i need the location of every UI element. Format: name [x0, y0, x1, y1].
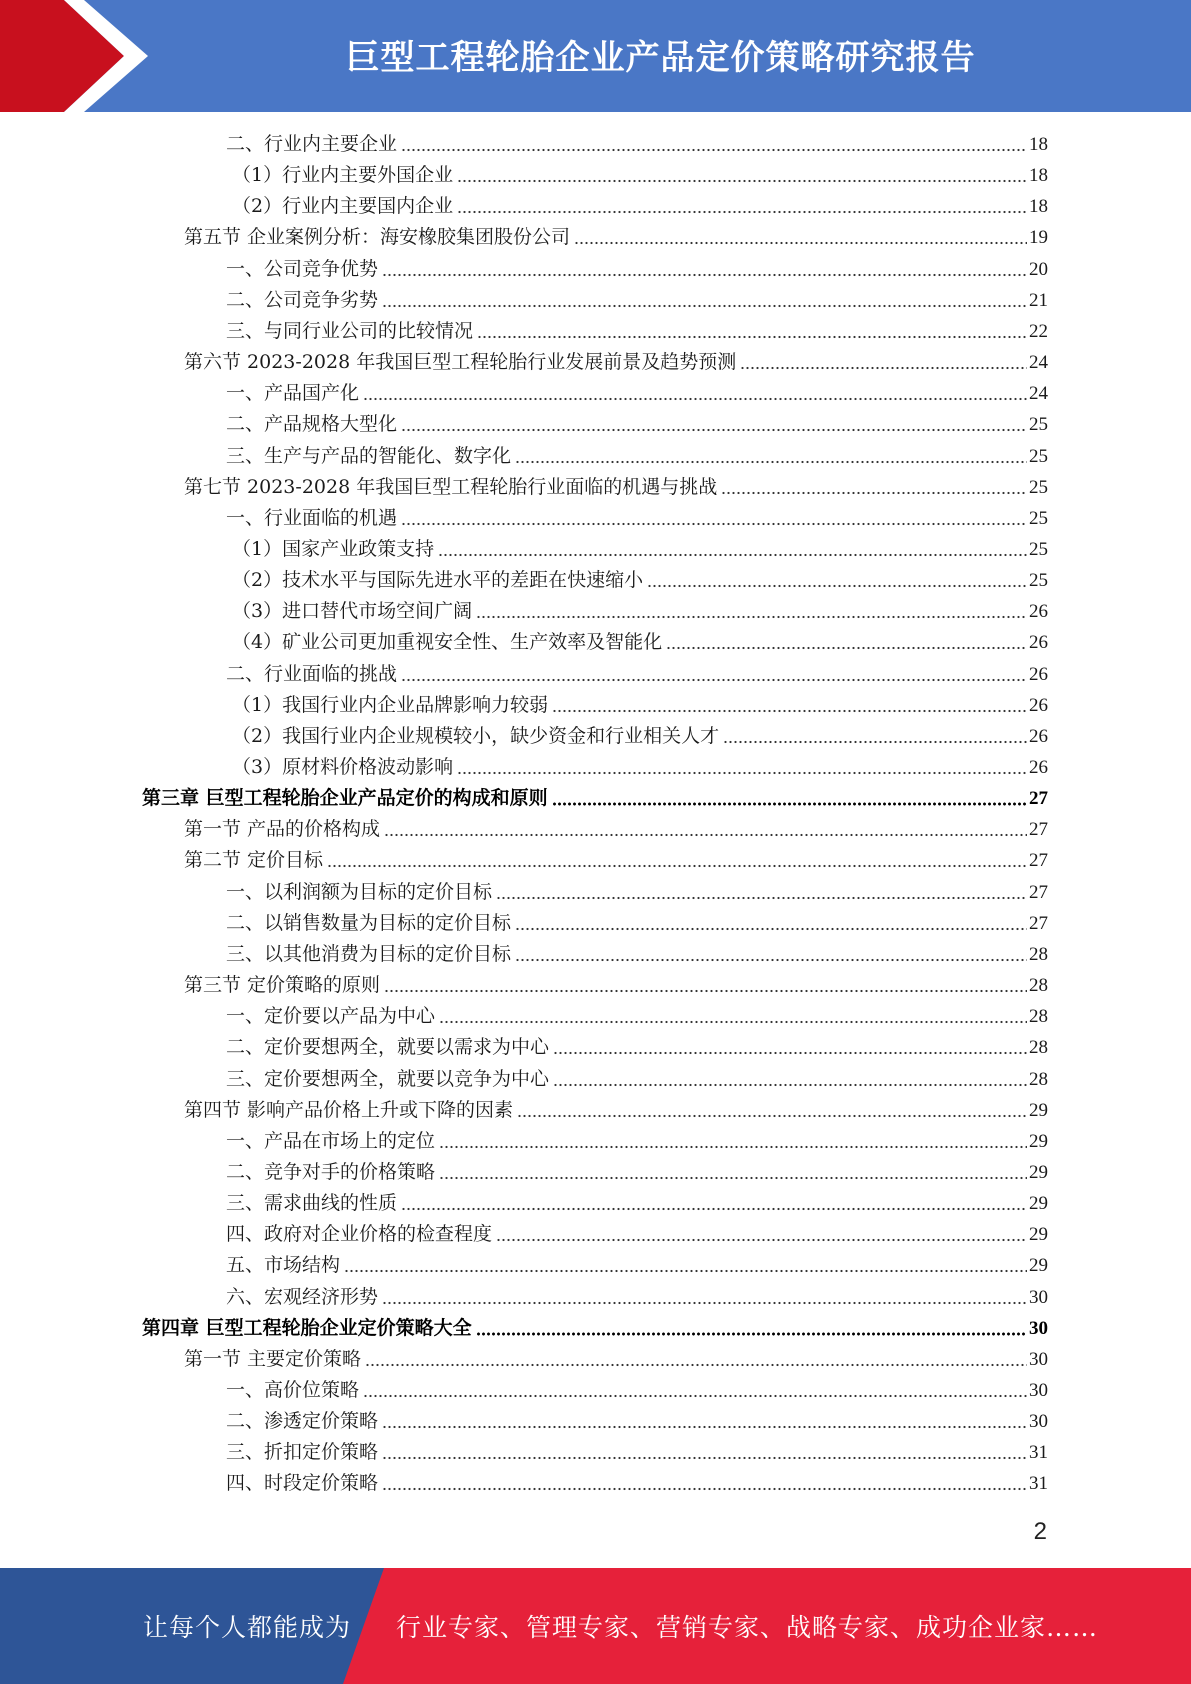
toc-entry-page: 30 — [1029, 1380, 1048, 1401]
toc-dot-leader — [382, 1487, 1027, 1491]
toc-entry[interactable] — [226, 1126, 1048, 1157]
toc-entry-title: 一、产品国产化 — [226, 382, 360, 404]
toc-entry-title: 一、高价位策略 — [226, 1379, 360, 1401]
toc-entry-title: 第四章 巨型工程轮胎企业定价策略大全 — [142, 1317, 472, 1339]
toc-entry[interactable] — [232, 752, 1048, 783]
toc-entry[interactable] — [226, 409, 1048, 440]
toc-entry[interactable] — [232, 191, 1048, 222]
toc-entry[interactable] — [226, 129, 1048, 160]
toc-entry-title: 二、产品规格大型化 — [226, 413, 398, 435]
toc-entry[interactable] — [232, 565, 1048, 596]
arrow-chevron-icon — [0, 0, 160, 112]
toc-dot-leader — [515, 460, 1027, 464]
toc-entry-title: 一、以利润额为目标的定价目标 — [226, 881, 493, 903]
toc-entry[interactable] — [232, 627, 1048, 658]
toc-entry-title: 一、产品在市场上的定位 — [226, 1130, 436, 1152]
toc-entry[interactable] — [142, 1313, 1048, 1344]
toc-entry-title: 三、以其他消费为目标的定价目标 — [226, 943, 512, 965]
toc-entry-page: 25 — [1029, 570, 1048, 591]
toc-entry-title: 第四节 影响产品价格上升或下降的因素 — [184, 1099, 514, 1121]
toc-entry-page: 25 — [1029, 414, 1048, 435]
footer-slogan-left: 让每个人都能成为 — [143, 1613, 352, 1642]
toc-dot-leader — [327, 864, 1027, 868]
toc-entry[interactable] — [226, 908, 1048, 939]
toc-entry-title: 三、与同行业公司的比较情况 — [226, 320, 474, 342]
toc-dot-leader — [363, 1394, 1027, 1398]
toc-dot-leader — [401, 1207, 1027, 1211]
toc-dot-leader — [382, 1425, 1027, 1429]
toc-entry-title: （1）国家产业政策支持 — [232, 538, 435, 560]
toc-dot-leader — [666, 646, 1027, 650]
toc-entry-page: 26 — [1029, 726, 1048, 747]
toc-entry-page: 30 — [1029, 1349, 1048, 1370]
toc-entry[interactable] — [226, 1437, 1048, 1468]
toc-dot-leader — [382, 1456, 1027, 1460]
toc-entry-page: 20 — [1029, 259, 1048, 280]
toc-entry[interactable] — [226, 939, 1048, 970]
toc-entry[interactable] — [226, 1250, 1048, 1281]
toc-entry[interactable] — [226, 254, 1048, 285]
toc-dot-leader — [647, 584, 1027, 588]
toc-entry[interactable] — [226, 1188, 1048, 1219]
toc-entry[interactable] — [184, 814, 1048, 845]
toc-entry-title: 第五节 企业案例分析：海安橡胶集团股份公司 — [184, 226, 571, 248]
toc-entry-page: 25 — [1029, 477, 1048, 498]
toc-dot-leader — [553, 1083, 1027, 1087]
toc-entry[interactable] — [226, 503, 1048, 534]
toc-dot-leader — [552, 709, 1027, 713]
toc-dot-leader — [401, 522, 1027, 526]
toc-entry-title: 三、定价要想两全，就要以竞争为中心 — [226, 1068, 550, 1090]
toc-dot-leader — [438, 553, 1027, 557]
toc-entry[interactable] — [226, 316, 1048, 347]
toc-dot-leader — [382, 273, 1027, 277]
toc-entry-title: 第三节 定价策略的原则 — [184, 974, 381, 996]
toc-dot-leader — [384, 989, 1027, 993]
toc-entry[interactable] — [184, 1095, 1048, 1126]
toc-entry-title: （3）原材料价格波动影响 — [232, 756, 454, 778]
toc-dot-leader — [517, 1114, 1027, 1118]
toc-entry-title: 四、时段定价策略 — [226, 1472, 379, 1494]
toc-entry[interactable] — [232, 690, 1048, 721]
toc-entry-title: 二、公司竞争劣势 — [226, 289, 379, 311]
toc-entry-page: 29 — [1029, 1100, 1048, 1121]
toc-entry-page: 18 — [1029, 134, 1048, 155]
toc-entry-title: 四、政府对企业价格的检查程度 — [226, 1223, 493, 1245]
toc-entry[interactable] — [226, 1468, 1048, 1499]
toc-entry-page: 27 — [1029, 913, 1048, 934]
toc-entry-title: 二、行业内主要企业 — [226, 133, 398, 155]
toc-entry-page: 31 — [1029, 1473, 1048, 1494]
toc-entry-page: 29 — [1029, 1193, 1048, 1214]
toc-dot-leader — [723, 740, 1027, 744]
report-title: 巨型工程轮胎企业产品定价策略研究报告 — [345, 37, 976, 78]
toc-dot-leader — [476, 1332, 1027, 1336]
toc-entry-page: 25 — [1029, 539, 1048, 560]
toc-entry[interactable] — [184, 845, 1048, 876]
toc-entry[interactable] — [184, 222, 1048, 253]
toc-dot-leader — [721, 491, 1027, 495]
toc-entry-title: 第一节 产品的价格构成 — [184, 818, 381, 840]
toc-entry[interactable] — [232, 534, 1048, 565]
toc-entry-title: 第二节 定价目标 — [184, 849, 324, 871]
toc-entry-page: 25 — [1029, 446, 1048, 467]
toc-entry-title: 二、定价要想两全，就要以需求为中心 — [226, 1036, 550, 1058]
toc-entry[interactable] — [226, 285, 1048, 316]
toc-entry[interactable] — [232, 596, 1048, 627]
toc-dot-leader — [384, 833, 1027, 837]
toc-entry-title: （1）我国行业内企业品牌影响力较弱 — [232, 694, 549, 716]
toc-entry[interactable] — [226, 877, 1048, 908]
toc-dot-leader — [496, 896, 1027, 900]
toc-entry-page: 24 — [1029, 352, 1048, 373]
toc-entry-title: 五、市场结构 — [226, 1254, 341, 1276]
toc-dot-leader — [553, 1051, 1027, 1055]
toc-entry-page: 26 — [1029, 601, 1048, 622]
toc-dot-leader — [477, 335, 1027, 339]
toc-entry-page: 30 — [1029, 1287, 1048, 1308]
toc-dot-leader — [476, 615, 1027, 619]
toc-entry-title: （3）进口替代市场空间广阔 — [232, 600, 473, 622]
toc-entry-page: 18 — [1029, 165, 1048, 186]
toc-entry[interactable] — [184, 472, 1048, 503]
toc-entry-page: 18 — [1029, 196, 1048, 217]
toc-dot-leader — [552, 802, 1027, 806]
toc-entry[interactable] — [226, 1375, 1048, 1406]
toc-entry-title: （1）行业内主要外国企业 — [232, 164, 454, 186]
toc-dot-leader — [457, 210, 1027, 214]
toc-entry-page: 21 — [1029, 290, 1048, 311]
toc-dot-leader — [365, 1363, 1027, 1367]
toc-dot-leader — [401, 428, 1027, 432]
toc-entry-title: 三、折扣定价策略 — [226, 1441, 379, 1463]
toc-entry[interactable] — [232, 721, 1048, 752]
toc-entry-title: （2）我国行业内企业规模较小，缺少资金和行业相关人才 — [232, 725, 720, 747]
toc-entry-title: 第三章 巨型工程轮胎企业产品定价的构成和原则 — [142, 787, 548, 809]
toc-dot-leader — [382, 304, 1027, 308]
toc-entry-page: 26 — [1029, 695, 1048, 716]
toc-entry-page: 19 — [1029, 227, 1048, 248]
toc-entry[interactable] — [226, 1406, 1048, 1437]
toc-entry-page: 28 — [1029, 944, 1048, 965]
toc-entry[interactable] — [232, 160, 1048, 191]
toc-dot-leader — [363, 397, 1027, 401]
toc-entry-page: 24 — [1029, 383, 1048, 404]
toc-entry-page: 25 — [1029, 508, 1048, 529]
toc-entry-title: 三、生产与产品的智能化、数字化 — [226, 445, 512, 467]
toc-dot-leader — [344, 1269, 1027, 1273]
toc-dot-leader — [740, 366, 1027, 370]
toc-dot-leader — [496, 1238, 1027, 1242]
toc-entry[interactable] — [226, 378, 1048, 409]
toc-dot-leader — [382, 1301, 1027, 1305]
toc-entry-page: 29 — [1029, 1224, 1048, 1245]
toc-dot-leader — [457, 771, 1027, 775]
toc-dot-leader — [439, 1020, 1027, 1024]
footer-slogan-right: 行业专家、管理专家、营销专家、战略专家、成功企业家…… — [396, 1613, 1099, 1642]
toc-entry-page: 26 — [1029, 632, 1048, 653]
toc-entry-title: 一、公司竞争优势 — [226, 258, 379, 280]
toc-entry-page: 31 — [1029, 1442, 1048, 1463]
toc-entry-page: 30 — [1029, 1411, 1048, 1432]
toc-dot-leader — [401, 678, 1027, 682]
toc-entry-page: 29 — [1029, 1255, 1048, 1276]
toc-dot-leader — [439, 1145, 1027, 1149]
toc-entry-page: 26 — [1029, 664, 1048, 685]
toc-dot-leader — [515, 958, 1027, 962]
toc-entry[interactable] — [184, 347, 1048, 378]
toc-entry-title: 三、需求曲线的性质 — [226, 1192, 398, 1214]
toc-entry[interactable] — [226, 1064, 1048, 1095]
toc-entry-page: 22 — [1029, 321, 1048, 342]
toc-dot-leader — [401, 148, 1027, 152]
toc-entry-page: 30 — [1029, 1318, 1048, 1339]
toc-entry[interactable] — [226, 441, 1048, 472]
footer-banner — [0, 1568, 1191, 1684]
toc-entry-title: 二、行业面临的挑战 — [226, 663, 398, 685]
toc-entry-title: （2）行业内主要国内企业 — [232, 195, 454, 217]
toc-entry[interactable] — [226, 1032, 1048, 1063]
toc-entry-page: 27 — [1029, 819, 1048, 840]
toc-entry-page: 26 — [1029, 757, 1048, 778]
toc-entry[interactable] — [226, 659, 1048, 690]
toc-entry-page: 27 — [1029, 882, 1048, 903]
toc-entry[interactable] — [226, 1219, 1048, 1250]
toc-entry[interactable] — [184, 970, 1048, 1001]
toc-entry-title: （4）矿业公司更加重视安全性、生产效率及智能化 — [232, 631, 663, 653]
toc-entry[interactable] — [226, 1157, 1048, 1188]
page-number: 2 — [1033, 1518, 1047, 1545]
toc-entry-title: 一、行业面临的机遇 — [226, 507, 398, 529]
toc-entry-page: 27 — [1029, 788, 1048, 809]
toc-entry[interactable] — [184, 1344, 1048, 1375]
toc-entry-title: 二、渗透定价策略 — [226, 1410, 379, 1432]
toc-entry[interactable] — [142, 783, 1048, 814]
report-header — [0, 0, 1191, 112]
toc-entry-title: 二、以销售数量为目标的定价目标 — [226, 912, 512, 934]
toc-entry-page: 28 — [1029, 1037, 1048, 1058]
toc-entry-title: 第一节 主要定价策略 — [184, 1348, 362, 1370]
toc-entry-title: 二、竞争对手的价格策略 — [226, 1161, 436, 1183]
toc-dot-leader — [457, 179, 1027, 183]
toc-dot-leader — [515, 927, 1027, 931]
toc-entry-title: 六、宏观经济形势 — [226, 1286, 379, 1308]
toc-dot-leader — [439, 1176, 1027, 1180]
toc-entry-title: 一、定价要以产品为中心 — [226, 1005, 436, 1027]
toc-entry[interactable] — [226, 1282, 1048, 1313]
toc-entry[interactable] — [226, 1001, 1048, 1032]
toc-dot-leader — [574, 241, 1027, 245]
toc-entry-page: 28 — [1029, 1069, 1048, 1090]
toc-entry-title: 第六节 2023-2028 年我国巨型工程轮胎行业发展前景及趋势预测 — [184, 351, 737, 373]
toc-entry-title: 第七节 2023-2028 年我国巨型工程轮胎行业面临的机遇与挑战 — [184, 476, 718, 498]
toc-entry-title: （2）技术水平与国际先进水平的差距在快速缩小 — [232, 569, 644, 591]
toc-entry-page: 29 — [1029, 1162, 1048, 1183]
toc-entry-page: 28 — [1029, 1006, 1048, 1027]
toc-entry-page: 27 — [1029, 850, 1048, 871]
toc-entry-page: 29 — [1029, 1131, 1048, 1152]
toc-entry-page: 28 — [1029, 975, 1048, 996]
